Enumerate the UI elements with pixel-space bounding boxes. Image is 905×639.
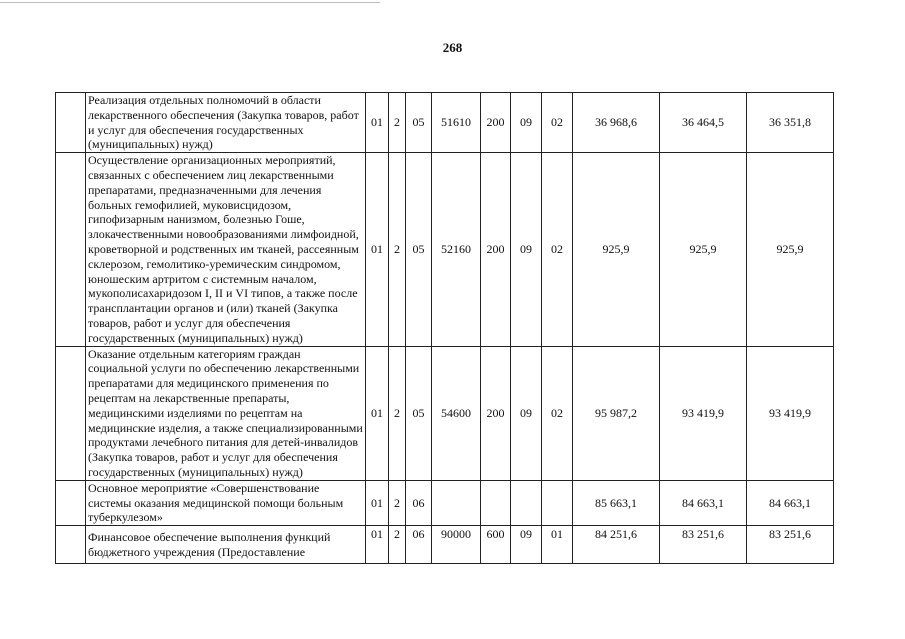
scan-top-edge-line [0, 2, 380, 3]
amount-year-3: 84 663,1 [747, 480, 834, 525]
amount-year-1: 925,9 [573, 153, 660, 346]
blank-cell [56, 480, 86, 525]
blank-cell [56, 526, 86, 564]
amount-year-3: 93 419,9 [747, 346, 834, 480]
row-description: Оказание отдельным категориям граждан социальной услуги по обеспечению лекарственными препаратами для медицинского применения по рецептам на лекарственные препараты, медицинскими изделиями по рецептам на медицинские изделия, а также специализированными продуктами лечебного питания для детей-инвалидов (Закупка товаров, работ и услуг для обеспечения государственных (муниципальных) нужд) [86, 346, 366, 480]
amount-year-1: 84 251,6 [573, 526, 660, 564]
code-activity: 05 [406, 153, 432, 346]
table-row [56, 480, 834, 525]
table-row [56, 346, 834, 480]
amount-year-1: 85 663,1 [573, 480, 660, 525]
code-program: 01 [366, 153, 389, 346]
code-subsection: 02 [542, 153, 573, 346]
code-activity: 05 [406, 346, 432, 480]
amount-year-2: 84 663,1 [660, 480, 747, 525]
amount-year-3: 36 351,8 [747, 93, 834, 153]
table-row [56, 93, 834, 153]
code-program: 01 [366, 526, 389, 564]
code-section [511, 480, 542, 525]
row-description: Реализация отдельных полномочий в области лекарственного обеспечения (Закупка товаров, работ и услуг для обеспечения государственных (муниципальных) нужд) [86, 93, 366, 153]
amount-year-3: 925,9 [747, 153, 834, 346]
code-direction: 54600 [432, 346, 481, 480]
code-direction: 51610 [432, 93, 481, 153]
code-subprogram: 2 [389, 346, 406, 480]
code-subsection [542, 480, 573, 525]
row-description: Осуществление организационных мероприятий, связанных с обеспечением лиц лекарственными препаратами, предназначенными для лечения больных гемофилией, муковисцидозом, гипофизарным нанизмом, болезнью Гоше, злокачественными новообразованиями лимфоидной, кроветворной и родственных им тканей, рассеянным склерозом, гемолитико-уремическим синдромом, юношеским артритом с системным началом, мукополисахаридозом I, II и VI типов, а также после трансплантации органов и (или) тканей (Закупка товаров, работ и услуг для обеспечения государственных (муниципальных) нужд) [86, 153, 366, 346]
code-section: 09 [511, 526, 542, 564]
budget-table [55, 92, 834, 564]
code-direction: 90000 [432, 526, 481, 564]
code-expense-type: 200 [481, 93, 511, 153]
code-direction: 52160 [432, 153, 481, 346]
code-expense-type: 200 [481, 346, 511, 480]
code-expense-type: 600 [481, 526, 511, 564]
code-section: 09 [511, 153, 542, 346]
code-expense-type: 200 [481, 153, 511, 346]
code-subprogram: 2 [389, 93, 406, 153]
row-description: Основное мероприятие «Совершенствование системы оказания медицинской помощи больным туберкулезом» [86, 480, 366, 525]
amount-year-2: 925,9 [660, 153, 747, 346]
code-activity: 06 [406, 480, 432, 525]
code-program: 01 [366, 93, 389, 153]
code-subprogram: 2 [389, 480, 406, 525]
code-direction [432, 480, 481, 525]
amount-year-2: 36 464,5 [660, 93, 747, 153]
code-section: 09 [511, 93, 542, 153]
code-expense-type [481, 480, 511, 525]
code-section: 09 [511, 346, 542, 480]
code-subsection: 02 [542, 93, 573, 153]
row-description: Финансовое обеспечение выполнения функций бюджетного учреждения (Предоставление [86, 526, 366, 564]
amount-year-1: 95 987,2 [573, 346, 660, 480]
code-activity: 05 [406, 93, 432, 153]
code-subprogram: 2 [389, 153, 406, 346]
amount-year-1: 36 968,6 [573, 93, 660, 153]
code-program: 01 [366, 480, 389, 525]
code-program: 01 [366, 346, 389, 480]
amount-year-2: 93 419,9 [660, 346, 747, 480]
code-subsection: 02 [542, 346, 573, 480]
amount-year-3: 83 251,6 [747, 526, 834, 564]
table-row [56, 526, 834, 564]
blank-cell [56, 153, 86, 346]
blank-cell [56, 93, 86, 153]
table-row [56, 153, 834, 346]
amount-year-2: 83 251,6 [660, 526, 747, 564]
code-activity: 06 [406, 526, 432, 564]
blank-cell [56, 346, 86, 480]
code-subprogram: 2 [389, 526, 406, 564]
page-number: 268 [442, 40, 463, 55]
code-subsection: 01 [542, 526, 573, 564]
